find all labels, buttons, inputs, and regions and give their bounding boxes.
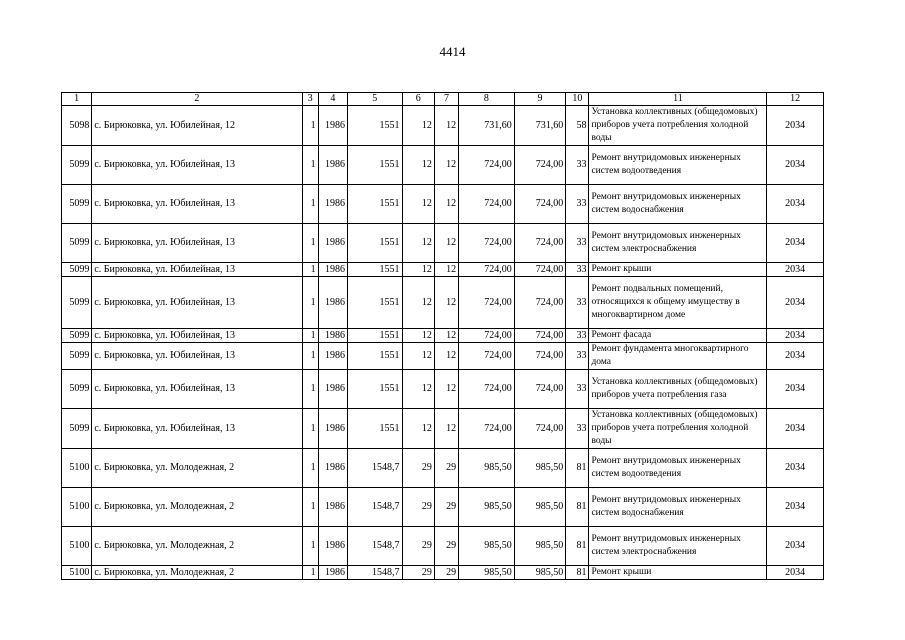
- work-type: Установка коллективных (общедомовых) приборов учета потребления газа: [589, 370, 767, 409]
- work-type: Ремонт крыши: [589, 566, 767, 580]
- cell-col8: 985,50: [459, 488, 515, 527]
- year-built: 1986: [318, 329, 347, 343]
- cell-col3: 1: [302, 409, 318, 449]
- cell-col3: 1: [302, 527, 318, 566]
- cell-col8: 724,00: [459, 343, 515, 370]
- cell-col7: 12: [434, 277, 458, 329]
- column-number: 12: [767, 93, 824, 106]
- year-built: 1986: [318, 224, 347, 263]
- cell-col3: 1: [302, 106, 318, 146]
- cell-col7: 12: [434, 106, 458, 146]
- cell-col8: 985,50: [459, 527, 515, 566]
- column-number: 8: [459, 93, 515, 106]
- year-built: 1986: [318, 488, 347, 527]
- year-built: 1986: [318, 527, 347, 566]
- cell-col8: 724,00: [459, 370, 515, 409]
- table-row: [62, 488, 824, 527]
- planned-year: 2034: [767, 343, 824, 370]
- address: с. Бирюковка, ул. Юбилейная, 12: [92, 106, 302, 146]
- cell-col5: 1551: [347, 146, 402, 185]
- year-built: 1986: [318, 277, 347, 329]
- register-table: [61, 92, 824, 580]
- cell-col8: 724,00: [459, 185, 515, 224]
- cell-col7: 29: [434, 449, 458, 488]
- planned-year: 2034: [767, 185, 824, 224]
- record-number: 5099: [62, 329, 92, 343]
- table-row: [62, 566, 824, 580]
- cell-col7: 29: [434, 527, 458, 566]
- cell-col6: 12: [402, 409, 434, 449]
- year-built: 1986: [318, 566, 347, 580]
- address: с. Бирюковка, ул. Юбилейная, 13: [92, 343, 302, 370]
- cell-col3: 1: [302, 370, 318, 409]
- cell-col10: 81: [566, 566, 589, 580]
- address: с. Бирюковка, ул. Молодежная, 2: [92, 566, 302, 580]
- cell-col10: 33: [566, 329, 589, 343]
- cell-col9: 724,00: [514, 146, 566, 185]
- planned-year: 2034: [767, 527, 824, 566]
- cell-col8: 724,00: [459, 146, 515, 185]
- cell-col9: 724,00: [514, 263, 566, 277]
- cell-col9: 724,00: [514, 224, 566, 263]
- record-number: 5098: [62, 106, 92, 146]
- record-number: 5099: [62, 224, 92, 263]
- cell-col9: 731,60: [514, 106, 566, 146]
- table-row: [62, 527, 824, 566]
- cell-col7: 29: [434, 488, 458, 527]
- cell-col8: 724,00: [459, 409, 515, 449]
- work-type: Ремонт внутридомовых инженерных систем электроснабжения: [589, 527, 767, 566]
- cell-col7: 12: [434, 224, 458, 263]
- table-row: [62, 146, 824, 185]
- cell-col10: 33: [566, 277, 589, 329]
- cell-col5: 1548,7: [347, 527, 402, 566]
- cell-col10: 33: [566, 146, 589, 185]
- cell-col6: 29: [402, 527, 434, 566]
- address: с. Бирюковка, ул. Молодежная, 2: [92, 449, 302, 488]
- planned-year: 2034: [767, 488, 824, 527]
- column-number: 5: [347, 93, 402, 106]
- cell-col3: 1: [302, 449, 318, 488]
- cell-col3: 1: [302, 224, 318, 263]
- cell-col8: 985,50: [459, 566, 515, 580]
- year-built: 1986: [318, 370, 347, 409]
- cell-col5: 1551: [347, 329, 402, 343]
- address: с. Бирюковка, ул. Юбилейная, 13: [92, 263, 302, 277]
- page-number: 4414: [439, 44, 466, 59]
- cell-col7: 29: [434, 566, 458, 580]
- cell-col5: 1548,7: [347, 488, 402, 527]
- address: с. Бирюковка, ул. Юбилейная, 13: [92, 146, 302, 185]
- cell-col3: 1: [302, 146, 318, 185]
- record-number: 5099: [62, 146, 92, 185]
- table-row: [62, 370, 824, 409]
- cell-col7: 12: [434, 263, 458, 277]
- record-number: 5100: [62, 527, 92, 566]
- planned-year: 2034: [767, 263, 824, 277]
- cell-col10: 81: [566, 527, 589, 566]
- cell-col5: 1551: [347, 224, 402, 263]
- address: с. Бирюковка, ул. Юбилейная, 13: [92, 277, 302, 329]
- cell-col6: 29: [402, 449, 434, 488]
- cell-col8: 724,00: [459, 329, 515, 343]
- work-type: Ремонт подвальных помещений, относящихся к общему имуществу в многоквартирном доме: [589, 277, 767, 329]
- table-row: [62, 224, 824, 263]
- cell-col9: 985,50: [514, 527, 566, 566]
- year-built: 1986: [318, 343, 347, 370]
- cell-col8: 985,50: [459, 449, 515, 488]
- cell-col8: 724,00: [459, 224, 515, 263]
- record-number: 5099: [62, 277, 92, 329]
- table-row: [62, 343, 824, 370]
- planned-year: 2034: [767, 370, 824, 409]
- table-row: [62, 329, 824, 343]
- work-type: Ремонт крыши: [589, 263, 767, 277]
- cell-col7: 12: [434, 329, 458, 343]
- cell-col9: 985,50: [514, 449, 566, 488]
- work-type: Установка коллективных (общедомовых) приборов учета потребления холодной воды: [589, 106, 767, 146]
- cell-col5: 1551: [347, 370, 402, 409]
- cell-col3: 1: [302, 263, 318, 277]
- cell-col3: 1: [302, 329, 318, 343]
- work-type: Ремонт внутридомовых инженерных систем электроснабжения: [589, 224, 767, 263]
- cell-col10: 58: [566, 106, 589, 146]
- address: с. Бирюковка, ул. Юбилейная, 13: [92, 329, 302, 343]
- cell-col5: 1548,7: [347, 566, 402, 580]
- address: с. Бирюковка, ул. Юбилейная, 13: [92, 409, 302, 449]
- cell-col9: 985,50: [514, 488, 566, 527]
- cell-col7: 12: [434, 343, 458, 370]
- cell-col6: 12: [402, 370, 434, 409]
- cell-col10: 33: [566, 370, 589, 409]
- cell-col9: 724,00: [514, 185, 566, 224]
- cell-col9: 724,00: [514, 277, 566, 329]
- work-type: Ремонт фасада: [589, 329, 767, 343]
- cell-col7: 12: [434, 409, 458, 449]
- address: с. Бирюковка, ул. Юбилейная, 13: [92, 370, 302, 409]
- record-number: 5099: [62, 370, 92, 409]
- year-built: 1986: [318, 146, 347, 185]
- work-type: Ремонт внутридомовых инженерных систем водоотведения: [589, 146, 767, 185]
- year-built: 1986: [318, 409, 347, 449]
- record-number: 5100: [62, 449, 92, 488]
- cell-col10: 81: [566, 488, 589, 527]
- column-number: 6: [402, 93, 434, 106]
- work-type: Ремонт фундамента многоквартирного дома: [589, 343, 767, 370]
- cell-col6: 12: [402, 277, 434, 329]
- cell-col5: 1551: [347, 409, 402, 449]
- cell-col8: 724,00: [459, 263, 515, 277]
- cell-col6: 12: [402, 224, 434, 263]
- planned-year: 2034: [767, 409, 824, 449]
- table-row: [62, 449, 824, 488]
- cell-col9: 724,00: [514, 329, 566, 343]
- cell-col10: 33: [566, 263, 589, 277]
- cell-col3: 1: [302, 566, 318, 580]
- cell-col6: 12: [402, 329, 434, 343]
- address: с. Бирюковка, ул. Юбилейная, 13: [92, 224, 302, 263]
- cell-col7: 12: [434, 370, 458, 409]
- planned-year: 2034: [767, 449, 824, 488]
- cell-col9: 724,00: [514, 343, 566, 370]
- cell-col6: 29: [402, 566, 434, 580]
- record-number: 5099: [62, 185, 92, 224]
- cell-col8: 731,60: [459, 106, 515, 146]
- planned-year: 2034: [767, 277, 824, 329]
- year-built: 1986: [318, 263, 347, 277]
- work-type: Ремонт внутридомовых инженерных систем водоснабжения: [589, 488, 767, 527]
- cell-col8: 724,00: [459, 277, 515, 329]
- address: с. Бирюковка, ул. Молодежная, 2: [92, 488, 302, 527]
- cell-col5: 1551: [347, 263, 402, 277]
- cell-col10: 81: [566, 449, 589, 488]
- planned-year: 2034: [767, 566, 824, 580]
- cell-col6: 12: [402, 106, 434, 146]
- record-number: 5099: [62, 343, 92, 370]
- cell-col3: 1: [302, 488, 318, 527]
- cell-col9: 985,50: [514, 566, 566, 580]
- column-number: 7: [434, 93, 458, 106]
- record-number: 5099: [62, 263, 92, 277]
- record-number: 5100: [62, 566, 92, 580]
- cell-col10: 33: [566, 343, 589, 370]
- year-built: 1986: [318, 185, 347, 224]
- cell-col10: 33: [566, 224, 589, 263]
- column-number: 3: [302, 93, 318, 106]
- cell-col6: 12: [402, 343, 434, 370]
- column-number-row: [62, 93, 824, 106]
- year-built: 1986: [318, 106, 347, 146]
- record-number: 5100: [62, 488, 92, 527]
- planned-year: 2034: [767, 224, 824, 263]
- column-number: 10: [566, 93, 589, 106]
- work-type: Ремонт внутридомовых инженерных систем водоотведения: [589, 449, 767, 488]
- cell-col5: 1551: [347, 185, 402, 224]
- cell-col5: 1551: [347, 343, 402, 370]
- table-row: [62, 185, 824, 224]
- cell-col10: 33: [566, 409, 589, 449]
- cell-col7: 12: [434, 146, 458, 185]
- address: с. Бирюковка, ул. Молодежная, 2: [92, 527, 302, 566]
- planned-year: 2034: [767, 329, 824, 343]
- work-type: Ремонт внутридомовых инженерных систем водоснабжения: [589, 185, 767, 224]
- year-built: 1986: [318, 449, 347, 488]
- cell-col3: 1: [302, 343, 318, 370]
- cell-col9: 724,00: [514, 370, 566, 409]
- cell-col3: 1: [302, 277, 318, 329]
- cell-col6: 29: [402, 488, 434, 527]
- cell-col3: 1: [302, 185, 318, 224]
- cell-col9: 724,00: [514, 409, 566, 449]
- column-number: 1: [62, 93, 92, 106]
- planned-year: 2034: [767, 146, 824, 185]
- cell-col6: 12: [402, 185, 434, 224]
- column-number: 4: [318, 93, 347, 106]
- table-row: [62, 106, 824, 146]
- record-number: 5099: [62, 409, 92, 449]
- work-type: Установка коллективных (общедомовых) приборов учета потребления холодной воды: [589, 409, 767, 449]
- table-row: [62, 409, 824, 449]
- address: с. Бирюковка, ул. Юбилейная, 13: [92, 185, 302, 224]
- table-row: [62, 277, 824, 329]
- table-row: [62, 263, 824, 277]
- column-number: 11: [589, 93, 767, 106]
- cell-col7: 12: [434, 185, 458, 224]
- cell-col6: 12: [402, 263, 434, 277]
- column-number: 9: [514, 93, 566, 106]
- cell-col5: 1548,7: [347, 449, 402, 488]
- column-number: 2: [92, 93, 302, 106]
- cell-col6: 12: [402, 146, 434, 185]
- cell-col5: 1551: [347, 277, 402, 329]
- cell-col10: 33: [566, 185, 589, 224]
- cell-col5: 1551: [347, 106, 402, 146]
- planned-year: 2034: [767, 106, 824, 146]
